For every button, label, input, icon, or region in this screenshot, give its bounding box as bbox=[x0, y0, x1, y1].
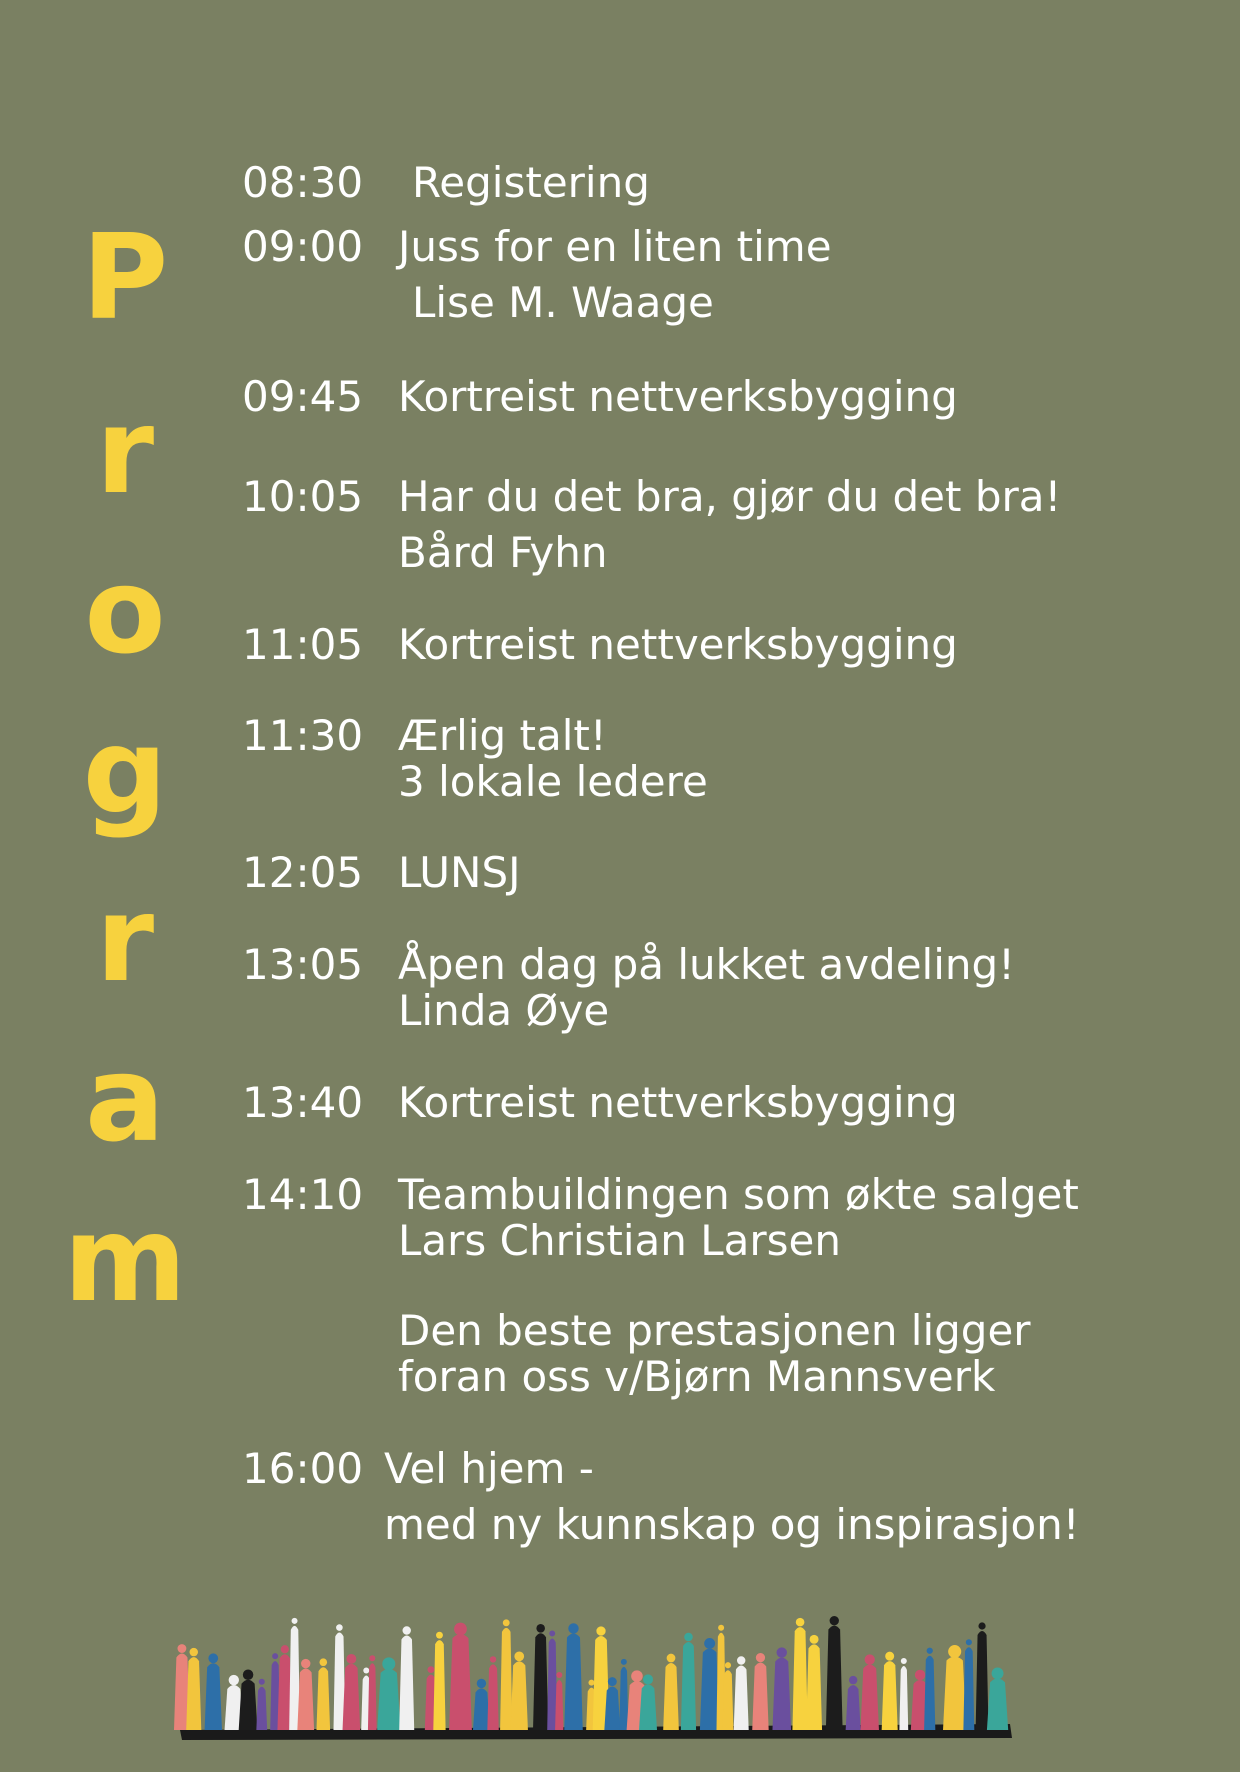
person-head bbox=[901, 1658, 907, 1664]
person-head bbox=[292, 1618, 298, 1624]
person-figure bbox=[297, 1669, 314, 1730]
person-head bbox=[514, 1651, 524, 1661]
person-head bbox=[503, 1619, 510, 1626]
entry-text bbox=[398, 850, 1218, 896]
entry-title: Registering bbox=[412, 158, 650, 207]
person-head bbox=[436, 1632, 443, 1639]
person-head bbox=[915, 1670, 925, 1680]
person-figure bbox=[882, 1661, 898, 1730]
person-head bbox=[948, 1645, 961, 1658]
entry-time: 14:10 bbox=[242, 1170, 364, 1219]
crowd-of-people-illustration bbox=[170, 1612, 1020, 1742]
entry-title: Har du det bra, gjør du det bra! bbox=[398, 472, 1062, 521]
person-head bbox=[382, 1657, 395, 1670]
person-figure bbox=[511, 1661, 528, 1730]
person-head bbox=[259, 1679, 265, 1685]
person-figure bbox=[861, 1665, 879, 1730]
person-figure bbox=[899, 1666, 908, 1730]
person-figure bbox=[681, 1642, 696, 1730]
person-head bbox=[229, 1675, 239, 1685]
person-head bbox=[281, 1645, 289, 1653]
person-figure bbox=[500, 1628, 512, 1730]
entry-title: Kortreist nettverksbygging bbox=[398, 1078, 958, 1127]
entry-text bbox=[398, 474, 1218, 576]
entry-time: 09:00 bbox=[242, 222, 364, 271]
entry-time: 09:45 bbox=[242, 372, 364, 421]
entry-speaker: 3 lokale ledere bbox=[398, 757, 708, 806]
entry-speaker: Linda Øye bbox=[398, 986, 610, 1035]
person-head bbox=[621, 1659, 627, 1665]
person-head bbox=[536, 1624, 545, 1633]
person-head bbox=[777, 1647, 787, 1657]
person-figure bbox=[924, 1656, 935, 1730]
person-figure bbox=[368, 1663, 377, 1730]
person-head bbox=[756, 1653, 765, 1662]
person-head bbox=[992, 1667, 1004, 1679]
person-figure bbox=[619, 1667, 628, 1730]
person-head bbox=[319, 1658, 327, 1666]
entry-title: Kortreist nettverksbygging bbox=[398, 372, 958, 421]
person-head bbox=[966, 1639, 972, 1645]
title-letter-a: a bbox=[85, 1030, 165, 1168]
entry-title: Åpen dag på lukket avdeling! bbox=[398, 940, 1015, 989]
person-figure bbox=[792, 1627, 807, 1730]
person-figure bbox=[256, 1687, 267, 1730]
person-figure bbox=[239, 1680, 258, 1730]
person-figure bbox=[564, 1633, 583, 1730]
person-head bbox=[454, 1623, 467, 1636]
person-head bbox=[830, 1616, 839, 1625]
person-figure bbox=[772, 1658, 791, 1730]
person-figure bbox=[604, 1687, 620, 1730]
entry-time: 08:30 bbox=[242, 158, 364, 207]
person-figure bbox=[639, 1684, 657, 1730]
entry-speaker: Bård Fyhn bbox=[398, 528, 608, 577]
person-head bbox=[363, 1667, 369, 1673]
person-figure bbox=[987, 1678, 1008, 1730]
person-head bbox=[177, 1644, 186, 1653]
entry-text bbox=[398, 942, 1218, 1034]
person-figure bbox=[399, 1636, 414, 1730]
person-head bbox=[718, 1625, 724, 1631]
entry-speaker: Lars Christian Larsen bbox=[398, 1216, 841, 1265]
entry-time: 10:05 bbox=[242, 472, 364, 521]
entry-title: Vel hjem - bbox=[384, 1444, 594, 1493]
entry-text bbox=[398, 713, 1218, 805]
person-head bbox=[810, 1635, 819, 1644]
title-letter-p: P bbox=[81, 208, 169, 346]
person-figure bbox=[826, 1626, 843, 1730]
person-head bbox=[272, 1653, 278, 1659]
entry-text bbox=[398, 1080, 1218, 1126]
person-head bbox=[596, 1626, 605, 1635]
entry-title: LUNSJ bbox=[398, 848, 521, 897]
person-head bbox=[490, 1656, 496, 1662]
person-head bbox=[927, 1648, 933, 1654]
person-figure bbox=[722, 1670, 733, 1730]
person-head bbox=[978, 1622, 985, 1629]
person-figure bbox=[555, 1680, 563, 1730]
entry-time: 11:30 bbox=[242, 711, 364, 760]
person-head bbox=[549, 1630, 555, 1636]
person-head bbox=[704, 1638, 715, 1649]
person-figure bbox=[205, 1663, 222, 1730]
entry-text bbox=[412, 160, 1232, 206]
person-head bbox=[568, 1623, 578, 1633]
person-figure bbox=[752, 1663, 768, 1730]
person-head bbox=[477, 1679, 486, 1688]
person-head bbox=[208, 1653, 218, 1663]
person-head bbox=[588, 1680, 594, 1686]
entry-time: 12:05 bbox=[242, 848, 364, 897]
person-head bbox=[301, 1659, 310, 1668]
person-head bbox=[190, 1648, 198, 1656]
person-head bbox=[737, 1656, 745, 1664]
entry-time: 13:40 bbox=[242, 1078, 364, 1127]
person-head bbox=[725, 1662, 731, 1668]
person-figure bbox=[316, 1667, 330, 1730]
person-head bbox=[403, 1626, 411, 1634]
person-figure bbox=[700, 1648, 719, 1730]
entry-text bbox=[398, 374, 1218, 420]
person-head bbox=[667, 1654, 676, 1663]
entry-title: Juss for en liten time bbox=[398, 222, 832, 271]
person-head bbox=[556, 1672, 562, 1678]
entry-title: Den beste prestasjonen ligger bbox=[398, 1306, 1031, 1355]
person-figure bbox=[846, 1685, 861, 1730]
figures-group bbox=[174, 1616, 1008, 1730]
entry-time: 11:05 bbox=[242, 620, 364, 669]
person-head bbox=[428, 1666, 435, 1673]
entry-subtitle: med ny kunnskap og inspirasjon! bbox=[384, 1500, 1080, 1549]
entry-speaker: Lise M. Waage bbox=[412, 278, 714, 327]
entry-text bbox=[398, 622, 1218, 668]
person-head bbox=[865, 1654, 875, 1664]
person-figure bbox=[734, 1665, 749, 1730]
title-letter-o: o bbox=[84, 542, 166, 680]
person-head bbox=[243, 1669, 254, 1680]
person-figure bbox=[377, 1669, 400, 1730]
person-head bbox=[346, 1654, 356, 1664]
person-figure bbox=[473, 1688, 490, 1730]
title-letter-g: g bbox=[82, 702, 168, 840]
entry-text bbox=[398, 224, 1218, 326]
person-figure bbox=[433, 1640, 445, 1730]
person-figure bbox=[943, 1657, 966, 1730]
entry-text bbox=[398, 1172, 1218, 1264]
person-head bbox=[643, 1674, 653, 1684]
entry-time: 13:05 bbox=[242, 940, 364, 989]
person-figure bbox=[976, 1631, 989, 1730]
person-figure bbox=[343, 1664, 361, 1730]
entry-time: 16:00 bbox=[242, 1444, 364, 1493]
entry-title: Kortreist nettverksbygging bbox=[398, 620, 958, 669]
person-head bbox=[796, 1618, 805, 1627]
entry-text bbox=[398, 1308, 1218, 1400]
person-figure bbox=[449, 1634, 472, 1730]
person-figure bbox=[487, 1664, 498, 1730]
person-figure bbox=[186, 1657, 201, 1730]
entry-speaker: foran oss v/Bjørn Mannsverk bbox=[398, 1352, 996, 1401]
person-figure bbox=[663, 1663, 679, 1730]
person-head bbox=[684, 1633, 693, 1642]
person-head bbox=[885, 1652, 894, 1661]
person-head bbox=[631, 1670, 643, 1682]
person-head bbox=[336, 1624, 343, 1631]
entry-text bbox=[384, 1446, 1204, 1548]
title-letter-m: m bbox=[63, 1190, 187, 1328]
person-head bbox=[849, 1676, 857, 1684]
entry-title: Ærlig talt! bbox=[398, 711, 607, 760]
entry-title: Teambuildingen som økte salget bbox=[398, 1170, 1079, 1219]
person-head bbox=[608, 1677, 617, 1686]
title-letter-r2: r bbox=[95, 870, 155, 1008]
person-figure bbox=[533, 1633, 548, 1730]
person-figure bbox=[963, 1647, 974, 1730]
title-letter-r: r bbox=[95, 382, 155, 520]
person-figure bbox=[806, 1644, 822, 1730]
person-head bbox=[369, 1655, 375, 1661]
